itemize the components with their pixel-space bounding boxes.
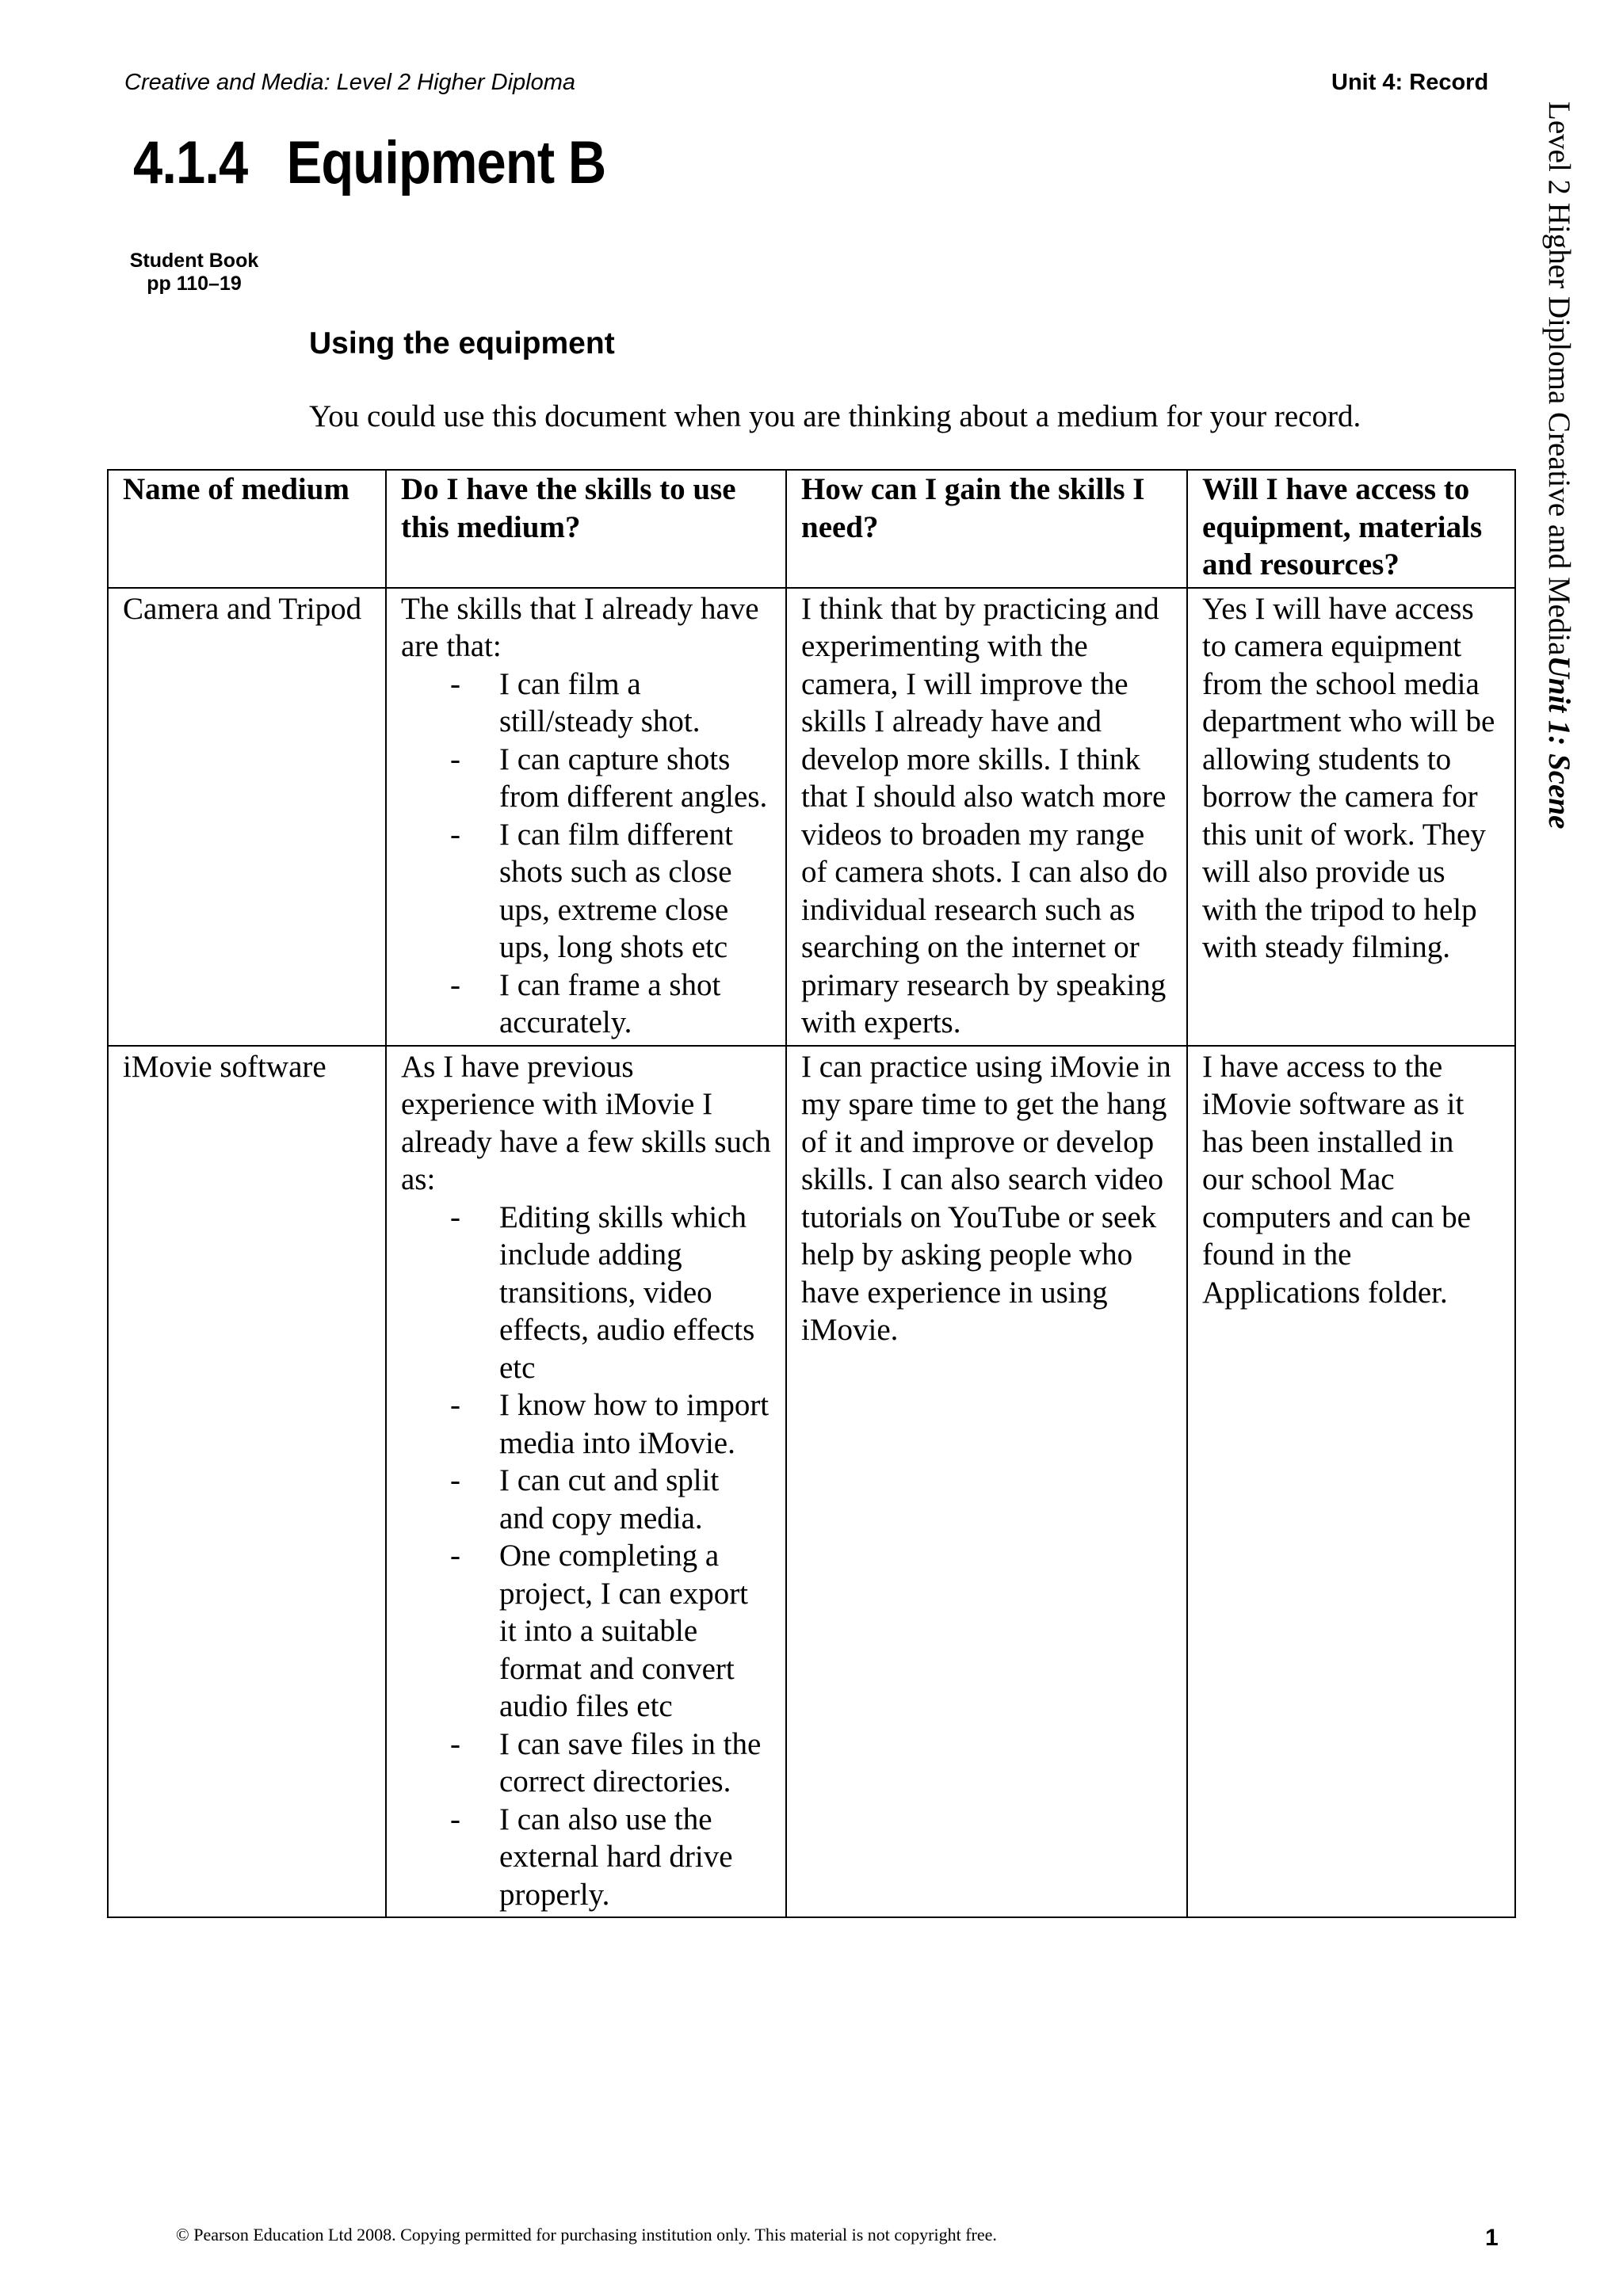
skill-item: - I can film a still/steady shot. [401, 666, 771, 741]
page-number: 1 [1485, 2225, 1499, 2251]
medium-table [107, 469, 1516, 1918]
section-number: 4.1.4 [133, 129, 248, 196]
subheading: Using the equipment [309, 326, 615, 360]
column-header-gain: How can I gain the skills I need? [786, 470, 1187, 588]
cell-gain: I think that by practicing and experimenting with the camera, I will improve the skills I already have and develop more skills. I think that I should also watch more videos to broaden my range of camera shots. I can also do individual research such as searching on the internet or primary research by speaking with experts. [786, 588, 1187, 1046]
skills-list [401, 666, 771, 1042]
side-text-unit: Unit 1: Scene [1542, 655, 1576, 830]
student-book-label: Student Book [129, 250, 259, 272]
side-margin-text [1541, 101, 1577, 829]
cell-medium: iMovie software [108, 1046, 386, 1918]
table-header-row [108, 470, 1515, 588]
cell-skills [386, 588, 786, 1046]
skill-item: - One completing a project, I can export it into a suitable format and convert audio files etc [401, 1537, 771, 1726]
section-title: Equipment B [286, 129, 606, 196]
cell-skills [386, 1046, 786, 1918]
skill-item: - Editing skills which include adding transitions, video effects, audio effects etc [401, 1199, 771, 1387]
column-header-access: Will I have access to equipment, materials and resources? [1187, 470, 1515, 588]
column-header-skills: Do I have the skills to use this medium? [386, 470, 786, 588]
running-header-title: Creative and Media: Level 2 Higher Diploma [124, 70, 576, 95]
running-header-unit: Unit 4: Record [1331, 70, 1489, 95]
skill-item: - I can cut and split and copy media. [401, 1462, 771, 1537]
skill-item: - I can also use the external hard drive properly. [401, 1801, 771, 1914]
student-book-reference [123, 250, 265, 296]
skill-item: - I can save files in the correct directories. [401, 1726, 771, 1801]
skills-list [401, 1199, 771, 1914]
table-row [108, 588, 1515, 1046]
cell-gain: I can practice using iMovie in my spare time to get the hang of it and improve or develop skills. I can also search video tutorials on YouTube or seek help by asking people who have experience in using iMovie. [786, 1046, 1187, 1918]
student-book-pages: pp 110–19 [147, 273, 242, 295]
cell-access: I have access to the iMovie software as it has been installed in our school Mac computers and can be found in the Applications folder. [1187, 1046, 1515, 1918]
cell-medium: Camera and Tripod [108, 588, 386, 1046]
skill-item: - I can film different shots such as close ups, extreme close ups, long shots etc [401, 816, 771, 967]
column-header-medium: Name of medium [108, 470, 386, 588]
section-heading [133, 128, 605, 197]
side-text-diploma: Level 2 Higher Diploma Creative and Media [1542, 101, 1576, 656]
skills-intro: The skills that I already have are that: [401, 591, 759, 663]
skill-item: - I know how to import media into iMovie. [401, 1386, 771, 1462]
cell-access: Yes I will have access to camera equipment from the school media department who will be allowing students to borrow the camera for this unit of work. They will also provide us with the tripod to help with steady filming. [1187, 588, 1515, 1046]
copyright-footer: © Pearson Education Ltd 2008. Copying permitted for purchasing institution only. This material is not copyright free. [176, 2225, 997, 2245]
skill-item: - I can capture shots from different angles. [401, 741, 771, 816]
intro-text: You could use this document when you are thinking about a medium for your record. [309, 399, 1361, 433]
skills-intro: As I have previous experience with iMovie I already have a few skills such as: [401, 1049, 771, 1196]
skill-item: - I can frame a shot accurately. [401, 967, 771, 1042]
table-row [108, 1046, 1515, 1918]
